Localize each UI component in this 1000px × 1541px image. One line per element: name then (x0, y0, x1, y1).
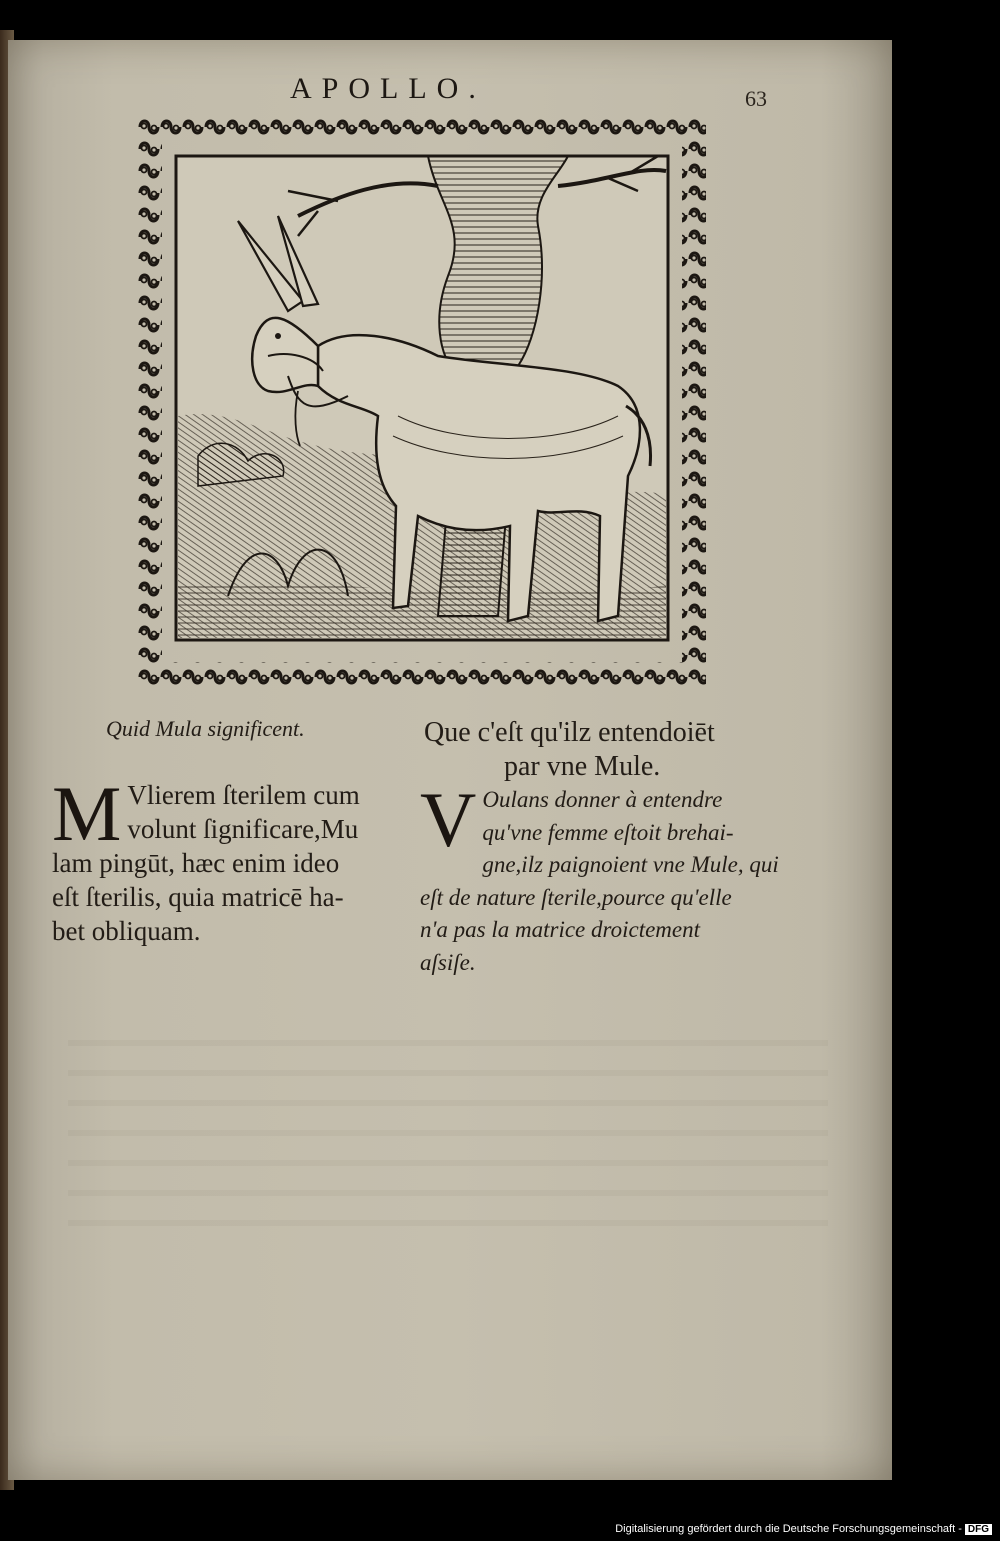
french-body (420, 776, 779, 979)
latin-line: Vlierem ſterilem cum (127, 780, 360, 810)
french-heading-line: Que c'eſt qu'ilz entendoiēt (424, 717, 715, 748)
latin-dropcap: M (52, 770, 122, 857)
french-heading-line: par vne Mule. (504, 751, 661, 782)
latin-line: lam pingūt, hæc enim ideo (52, 848, 340, 878)
woodcut-illustration (138, 116, 706, 686)
french-heading (424, 716, 784, 784)
french-line: aſsiſe. (420, 949, 476, 975)
french-dropcap: V (420, 776, 477, 863)
running-title: APOLLO. (290, 72, 486, 105)
credit-text: Digitalisierung gefördert durch die Deutsche Forschungsgemeinschaft - (615, 1523, 962, 1535)
latin-line: volunt ſignificare,Mu (127, 814, 359, 844)
french-line: gne,ilz paignoient vne Mule, qui (482, 852, 779, 877)
french-line: Oulans donner à entendre (482, 787, 723, 812)
latin-line: bet obliquam. (52, 916, 201, 946)
french-line: eſt de nature ſterile,pource qu'elle (420, 884, 732, 910)
french-line: n'a pas la matrice droictement (420, 917, 701, 942)
page-number: 63 (745, 86, 767, 111)
latin-heading: Quid Mula significent. (106, 716, 305, 741)
digitization-credit (615, 1523, 992, 1535)
mule-woodcut-image (138, 116, 706, 686)
latin-body (52, 770, 400, 948)
french-line: qu'vne femme eſtoit brehai- (482, 819, 734, 845)
show-through (68, 1040, 828, 1240)
latin-line: eſt ſterilis, quia matricē ha- (52, 882, 344, 912)
dfg-logo: DFG (965, 1524, 992, 1535)
